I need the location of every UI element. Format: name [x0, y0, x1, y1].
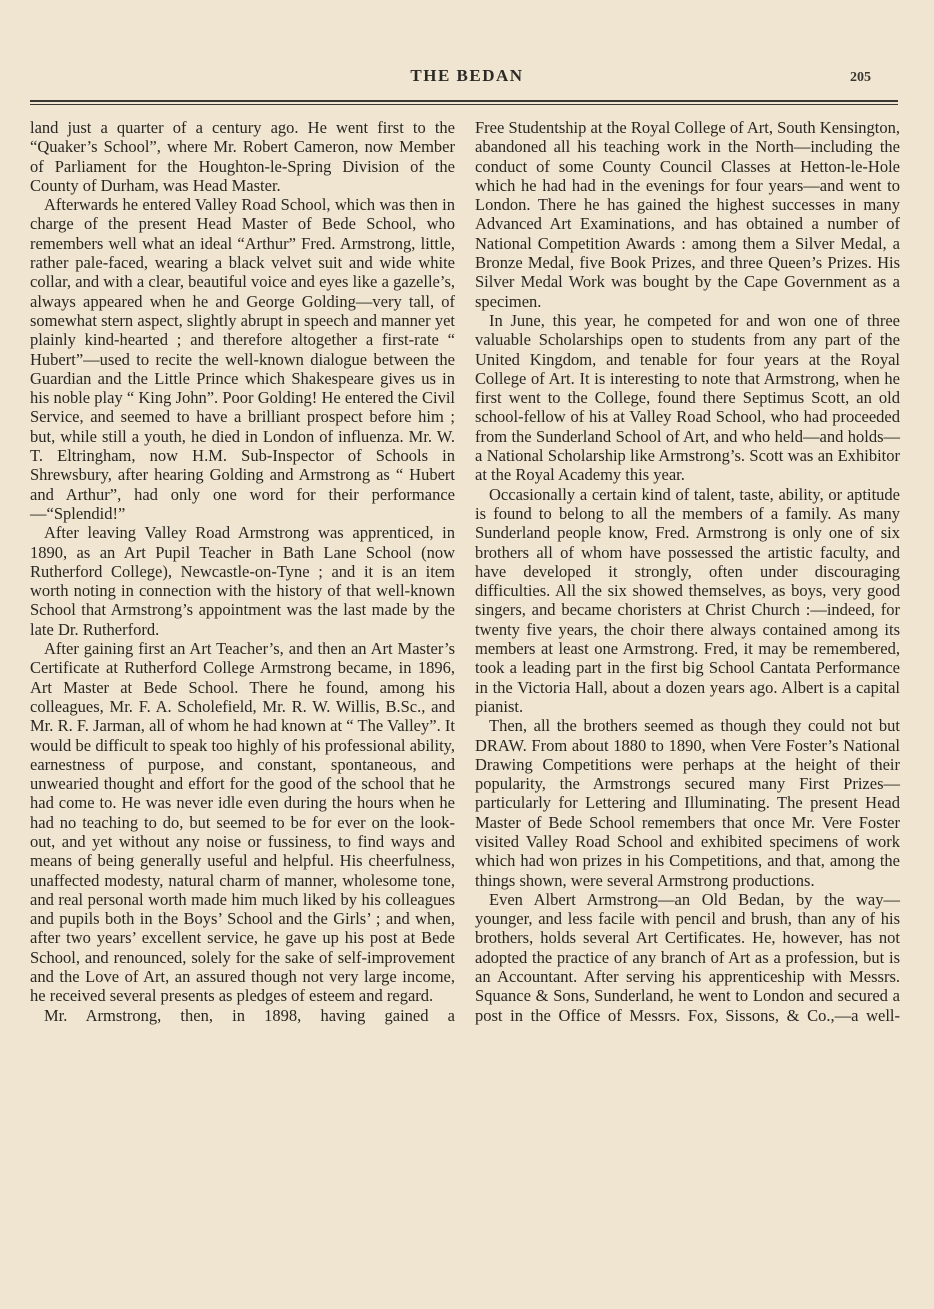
page-number: 205: [850, 70, 871, 85]
header-rule: [30, 100, 898, 102]
paragraph: Free Studentship at the Royal College of Art, South Kensington, abandoned all his teaching work in the North—including the conduct of some County Council Classes at Hetton-le-Hole which he had had in the evenings for four years—and went to London. There he has gained the highest successes in many Advanced Art Examinations, and has obtained a number of National Competition Awards : among them a Silver Medal, a Bronze Medal, five Book Prizes, and three Queen’s Prizes. His Silver Medal Work was bought by the Cape Government as a specimen.: [475, 118, 900, 311]
paragraph: After leaving Valley Road Armstrong was apprenticed, in 1890, as an Art Pupil Teacher in Bath Lane School (now Rutherford College), Newcastle-on-Tyne ; and it is an item worth noting in connection with the history of that well-known School that Armstrong’s appointment was the last made by the late Dr. Rutherford.: [30, 523, 455, 639]
paragraph: Then, all the brothers seemed as though they could not but DRAW. From about 1880 to 1890, when Vere Foster’s National Drawing Competitions were perhaps at the height of their popularity, the Armstrongs secured many First Prizes—particularly for Lettering and Illuminating. The present Head Master of Bede School remembers that once Mr. Vere Foster visited Valley Road School and exhibited specimens of work which had won prizes in his Competitions, and that, among the things shown, were several Armstrong productions.: [475, 716, 900, 890]
left-column: [30, 118, 455, 1025]
right-column: [475, 118, 900, 1025]
paragraph: In June, this year, he competed for and won one of three valuable Scholarships open to students from any part of the United Kingdom, and tenable for four years at the Royal College of Art. It is interesting to note that Armstrong, when he first went to the College, found there Septimus Scott, an old school-fellow of his at Valley Road School, who had proceeded from the Sunderland School of Art, and who held—and holds—a National Scholarship like Armstrong’s. Scott was an Exhibitor at the Royal Academy this year.: [475, 310, 900, 485]
paragraph: Mr. Armstrong, then, in 1898, having gained a: [44, 1005, 455, 1025]
paragraph: Afterwards he entered Valley Road School, which was then in charge of the present Head Master of Bede School, who remembers well what an ideal “Arthur” Fred. Armstrong, little, rather pale-faced, wearing a black velvet suit and wide white collar, and with a clear, beautiful voice and eyes like a gazelle’s, always appeared when he and George Golding—very tall, of somewhat stern aspect, slightly abrupt in speech and manner yet plainly kind-hearted ; and therefore altogether a first-rate “ Hubert”—used to recite the well-known dialogue between the Guardian and the Little Prince which Shakespeare gives us in his noble play “ King John”. Poor Golding! He entered the Civil Service, and seemed to have a brilliant prospect before him ; but, while still a youth, he died in London of influenza. Mr. W. T. Eltringham, now H.M. Sub-Inspector of Schools in Shrewsbury, after hearing Golding and Armstrong as “ Hubert and Arthur”, had only one word for their performance—“Splendid!”: [30, 195, 455, 523]
paragraph: Occasionally a certain kind of talent, taste, ability, or aptitude is found to belong to all the members of a family. As many Sunderland people know, Fred. Armstrong is only one of six brothers all of whom have possessed the artistic faculty, and have developed it strongly, often under discouraging difficulties. All the six showed themselves, as boys, very good singers, and became choristers at Christ Church :—indeed, for twenty five years, the choir there always contained among its members at least one Armstrong. Fred, it may be remembered, took a leading part in the first big School Cantata Performance in the Victoria Hall, about a dozen years ago. Albert is a capital pianist.: [475, 484, 900, 716]
paragraph: land just a quarter of a century ago. He went first to the “Quaker’s School”, where Mr. Robert Cameron, now Member of Parliament for the Houghton-le-Spring Division of the County of Durham, was Head Master.: [30, 118, 455, 195]
paragraph: After gaining first an Art Teacher’s, and then an Art Master’s Certificate at Rutherford College Armstrong became, in 1896, Art Master at Bede School. There he found, among his colleagues, Mr. F. A. Scholefield, Mr. R. W. Willis, B.Sc., and Mr. R. F. Jarman, all of whom he had known at “ The Valley”. It would be difficult to speak too highly of his professional ability, earnestness of purpose, and constant, spontaneous, and unwearied thought and effort for the good of the school that he had come to. He was never idle even during the hours when he had no teaching to do, but seemed to be for ever on the look-out, and yet without any noise or fussiness, to find ways and means of being generally useful and helpful. His cheerfulness, unaffected modesty, natural charm of manner, wholesome tone, and real personal worth made him much liked by his colleagues and pupils both in the Boys’ School and the Girls’ ; and when, after two years’ excellent service, he gave up his post at Bede School, and renounced, solely for the sake of self-improvement and the Love of Art, an assured though not very large income, he received several presents as pledges of esteem and regard.: [30, 639, 455, 1006]
header-rule-thin: [30, 104, 898, 105]
running-title: THE BEDAN: [410, 66, 524, 85]
paragraph: Even Albert Armstrong—an Old Bedan, by the way—younger, and less facile with pencil and brush, than any of his brothers, holds several Art Certificates. He, however, has not adopted the practice of any branch of Art as a profession, but is an Accountant. After serving his apprenticeship with Messrs. Squance & Sons, Sunderland, he went to London and secured a post in the Office of Messrs. Fox, Sissons, & Co.,—a well-: [475, 889, 900, 1025]
